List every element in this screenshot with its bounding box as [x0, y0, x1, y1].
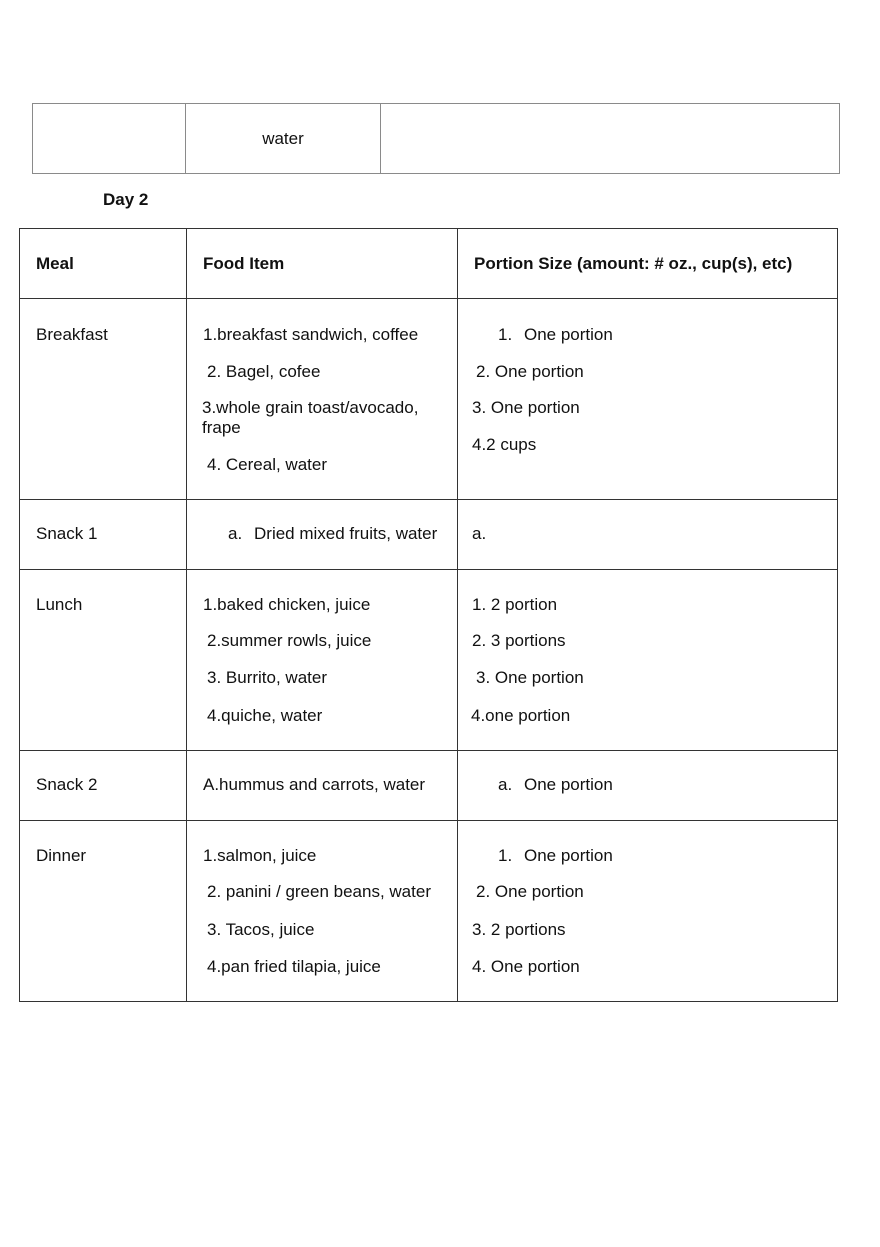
table-cell [33, 104, 186, 174]
food-item: 3. Tacos, juice [207, 920, 315, 939]
meal-cell [20, 821, 187, 1002]
food-item: 2. panini / green beans, water [207, 882, 431, 901]
portion-cell [458, 299, 838, 500]
portion-item: 4.2 cups [472, 435, 537, 454]
portion-item: 4.one portion [471, 706, 571, 725]
food-cell [187, 751, 458, 821]
portion-item: 3. One portion [476, 668, 584, 687]
table-row [20, 821, 838, 1002]
list-marker: 1. [498, 846, 513, 865]
header-row [20, 229, 838, 299]
food-item: 4.pan fried tilapia, juice [207, 957, 381, 976]
food-item: 3. Burrito, water [207, 668, 327, 687]
table-row [33, 104, 840, 174]
portion-cell [458, 570, 838, 751]
list-marker: a. [498, 775, 513, 794]
food-item: 1.baked chicken, juice [203, 595, 371, 614]
table-row [20, 570, 838, 751]
meal-cell [20, 751, 187, 821]
meal-label: Lunch [36, 595, 83, 614]
list-marker: a. [228, 524, 243, 543]
portion-cell [458, 821, 838, 1002]
meal-label: Snack 1 [36, 524, 98, 543]
portion-cell [458, 751, 838, 821]
portion-cell [458, 500, 838, 570]
meal-cell [20, 500, 187, 570]
food-item: Dried mixed fruits, water [254, 524, 438, 543]
table-row [20, 299, 838, 500]
day-heading: Day 2 [103, 190, 149, 209]
food-item: 3.whole grain toast/avocado, frape [202, 398, 419, 437]
header-portion-size: Portion Size (amount: # oz., cup(s), etc) [458, 229, 838, 299]
food-item: 1.breakfast sandwich, coffee [203, 325, 419, 344]
food-item: 1.salmon, juice [203, 846, 317, 865]
portion-item: 4. One portion [472, 957, 580, 976]
food-cell [187, 500, 458, 570]
portion-item: 2. 3 portions [472, 631, 566, 650]
portion-item: 3. 2 portions [472, 920, 566, 939]
food-item: 2.summer rowls, juice [207, 631, 372, 650]
meal-cell [20, 570, 187, 751]
portion-item: 2. One portion [476, 882, 584, 901]
food-cell [187, 299, 458, 500]
table-cell [381, 104, 840, 174]
portion-item: One portion [524, 846, 613, 865]
meal-label: Dinner [36, 846, 87, 865]
food-cell [187, 821, 458, 1002]
header-meal: Meal [20, 229, 187, 299]
table-row [20, 500, 838, 570]
meal-label: Snack 2 [36, 775, 98, 794]
header-food-item: Food Item [187, 229, 458, 299]
day2-meal-table [19, 228, 838, 1002]
portion-item: One portion [524, 775, 613, 794]
portion-item: One portion [524, 325, 613, 344]
portion-item: 1. 2 portion [472, 595, 558, 614]
meal-label: Breakfast [36, 325, 108, 344]
meal-cell [20, 299, 187, 500]
portion-item: a. [472, 524, 487, 543]
food-item: 2. Bagel, cofee [207, 362, 321, 381]
previous-day-table [32, 103, 840, 174]
table-row [20, 751, 838, 821]
food-cell [187, 570, 458, 751]
portion-item: 3. One portion [472, 398, 580, 417]
food-item: A.hummus and carrots, water [203, 775, 426, 794]
food-item: 4.quiche, water [207, 706, 323, 725]
list-marker: 1. [498, 325, 513, 344]
table-cell: water [186, 104, 381, 174]
food-item: 4. Cereal, water [207, 455, 327, 474]
portion-item: 2. One portion [476, 362, 584, 381]
